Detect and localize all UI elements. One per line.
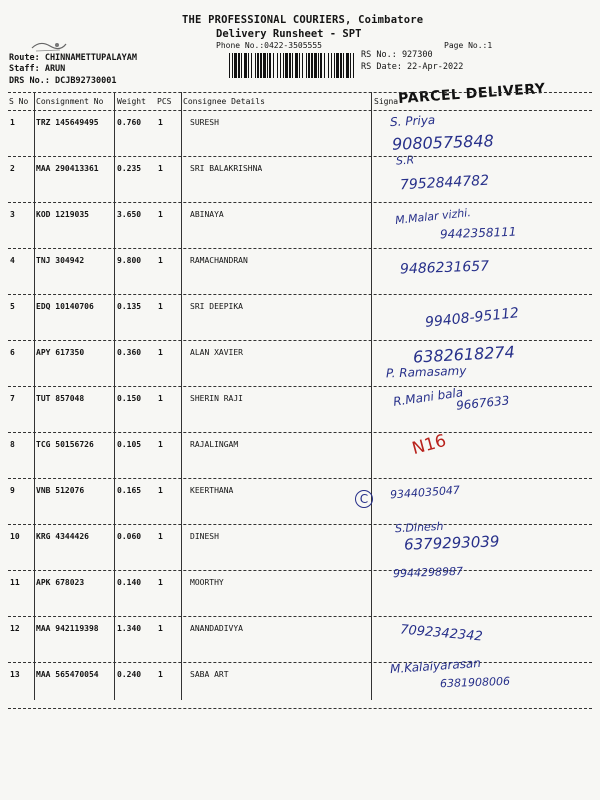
barcode-bar: [260, 53, 262, 78]
barcode-bar: [277, 53, 278, 78]
col-pcs: PCS: [157, 97, 172, 106]
row-consignee: SRI DEEPIKA: [190, 302, 243, 311]
row-pcs: 1: [158, 118, 163, 127]
barcode-bar: [311, 53, 313, 78]
table-row: [0, 110, 600, 168]
table-row: [0, 294, 600, 340]
row-weight: 0.760: [117, 118, 142, 127]
handwritten-signature: 7952844782: [399, 172, 490, 194]
barcode-bar: [283, 53, 284, 78]
row-consignee: SABA ART: [190, 670, 229, 679]
row-consignee: ALAN XAVIER: [190, 348, 243, 357]
handwritten-signature: 9442358111: [439, 224, 517, 242]
row-consignment-no: KOD 1219035: [36, 210, 89, 219]
row-weight: 0.235: [117, 164, 142, 173]
row-weight: 0.165: [117, 486, 142, 495]
row-sno: 5: [10, 302, 15, 311]
barcode-bar: [302, 53, 303, 78]
row-sno: 10: [10, 532, 20, 541]
handwritten-signature: M.Kalaiyarasan: [389, 655, 482, 677]
barcode-bar: [238, 53, 240, 78]
barcode-bar: [295, 53, 298, 78]
staff-label: Staff: ARUN: [9, 64, 66, 74]
barcode-bar: [292, 53, 293, 78]
barcode-bar: [269, 53, 271, 78]
barcode-bar: [232, 53, 233, 78]
barcode-bar: [343, 53, 344, 78]
table-row: [0, 432, 600, 478]
row-separator: [8, 708, 592, 709]
handwritten-signature: 6382618274: [412, 342, 516, 367]
barcode-bar: [241, 53, 242, 78]
table-row: [0, 655, 600, 708]
row-consignment-no: VNB 512076: [36, 486, 85, 495]
col-sno: S No: [9, 97, 29, 106]
row-pcs: 1: [158, 256, 163, 265]
parcel-delivery-stamp: PARCEL DELIVERY: [397, 80, 546, 108]
handwritten-signature: C: [355, 490, 373, 508]
barcode-bar: [346, 53, 349, 78]
row-consignment-no: TNJ 304942: [36, 256, 85, 265]
col-weight: Weight: [117, 97, 146, 106]
row-consignee: SRI BALAKRISHNA: [190, 164, 263, 173]
barcode-bar: [229, 53, 230, 78]
row-pcs: 1: [158, 440, 163, 449]
row-sno: 9: [10, 486, 15, 495]
phone-number: Phone No.:0422-3505555: [216, 41, 322, 50]
barcode-bar: [314, 53, 317, 78]
page-number: Page No.:1: [444, 41, 493, 50]
row-consignment-no: APY 617350: [36, 348, 85, 357]
table-top-line: [8, 92, 592, 93]
row-pcs: 1: [158, 670, 163, 679]
row-consignee: KEERTHANA: [190, 486, 234, 495]
barcode-bar: [336, 53, 339, 78]
table-row: [0, 340, 600, 386]
row-consignee: DINESH: [190, 532, 219, 541]
col-signature: Signa: [374, 97, 399, 106]
rs-date: RS Date: 22-Apr-2022: [361, 62, 464, 72]
table-row: [0, 616, 600, 662]
row-consignee: MOORTHY: [190, 578, 224, 587]
row-pcs: 1: [158, 624, 163, 633]
row-weight: 0.150: [117, 394, 142, 403]
barcode: [229, 53, 357, 78]
barcode-bar: [334, 53, 335, 78]
table-row: [0, 202, 600, 248]
row-consignee: RAMACHANDRAN: [190, 256, 248, 265]
row-weight: 3.650: [117, 210, 142, 219]
row-sno: 2: [10, 164, 15, 173]
row-consignment-no: EDQ 10140706: [36, 302, 94, 311]
row-sno: 8: [10, 440, 15, 449]
barcode-bar: [280, 53, 281, 78]
row-pcs: 1: [158, 210, 163, 219]
company-title: THE PROFESSIONAL COURIERS, Coimbatore: [182, 14, 424, 26]
barcode-bar: [320, 53, 322, 78]
row-pcs: 1: [158, 348, 163, 357]
row-weight: 0.060: [117, 532, 142, 541]
handwritten-signature: N16: [409, 430, 449, 460]
row-consignee: RAJALINGAM: [190, 440, 239, 449]
runsheet-subtitle: Delivery Runsheet - SPT: [216, 28, 362, 40]
route-label: Route: CHINNAMETTUPALAYAM: [9, 53, 137, 63]
row-consignment-no: APK 678023: [36, 578, 85, 587]
handwritten-signature: 6379293039: [403, 532, 500, 554]
barcode-bar: [306, 53, 307, 78]
rs-number: RS No.: 927300: [361, 50, 433, 60]
row-weight: 1.340: [117, 624, 142, 633]
drs-number: DRS No.: DCJB92730001: [9, 76, 117, 86]
barcode-bar: [324, 53, 325, 78]
barcode-bar: [267, 53, 268, 78]
row-pcs: 1: [158, 578, 163, 587]
row-consignment-no: TCG 50156726: [36, 440, 94, 449]
barcode-bar: [244, 53, 247, 78]
row-pcs: 1: [158, 486, 163, 495]
barcode-bar: [255, 53, 256, 78]
row-pcs: 1: [158, 394, 163, 403]
table-row: [0, 564, 600, 616]
row-consignee: ANANDADIVYA: [190, 624, 243, 633]
col-consignee: Consignee Details: [183, 97, 265, 106]
barcode-bar: [340, 53, 342, 78]
row-weight: 0.105: [117, 440, 142, 449]
row-consignee: SURESH: [190, 118, 219, 127]
handwritten-signature: 9944298987: [392, 564, 464, 581]
barcode-bar: [248, 53, 249, 78]
handwritten-signature: 9344035047: [389, 483, 461, 502]
handwritten-signature: 6381908006: [439, 674, 511, 691]
handwritten-signature: M.Malar vizhi.: [394, 206, 472, 227]
handwritten-signature: 99408-95112: [424, 305, 520, 331]
row-sno: 12: [10, 624, 20, 633]
handwritten-signature: 9080575848: [391, 131, 495, 154]
handwritten-signature: S.R: [395, 153, 415, 168]
handwritten-signature: P. Ramasamy: [385, 363, 467, 381]
row-sno: 3: [10, 210, 15, 219]
barcode-bar: [328, 53, 329, 78]
barcode-bar: [251, 53, 252, 78]
barcode-bar: [353, 53, 354, 78]
barcode-bar: [234, 53, 237, 78]
row-sno: 13: [10, 670, 20, 679]
handwritten-signature: 9486231657: [399, 258, 490, 278]
row-consignee: ABINAYA: [190, 210, 224, 219]
row-weight: 0.140: [117, 578, 142, 587]
table-row: [0, 478, 600, 524]
handwritten-signature: 7092342342: [399, 622, 484, 645]
handwritten-signature: S. Priya: [389, 112, 436, 130]
barcode-bar: [299, 53, 300, 78]
courier-logo: [30, 38, 68, 54]
row-pcs: 1: [158, 302, 163, 311]
row-sno: 4: [10, 256, 15, 265]
row-consignment-no: TUT 857048: [36, 394, 85, 403]
row-weight: 0.135: [117, 302, 142, 311]
row-sno: 6: [10, 348, 15, 357]
table-row: [0, 156, 600, 202]
row-weight: 0.360: [117, 348, 142, 357]
handwritten-signature: S.Dinesh: [394, 519, 444, 536]
row-consignment-no: MAA 942119398: [36, 624, 99, 633]
table-row: [0, 248, 600, 294]
row-consignment-no: KRG 4344426: [36, 532, 89, 541]
barcode-bar: [263, 53, 266, 78]
table-row: [0, 519, 600, 570]
barcode-bar: [289, 53, 291, 78]
col-consignment: Consignment No: [36, 97, 104, 106]
table-row: [0, 386, 600, 432]
row-sno: 7: [10, 394, 15, 403]
row-weight: 9.800: [117, 256, 142, 265]
row-pcs: 1: [158, 164, 163, 173]
barcode-bar: [331, 53, 332, 78]
barcode-bar: [318, 53, 319, 78]
row-consignment-no: TRZ 145649495: [36, 118, 99, 127]
barcode-bar: [285, 53, 288, 78]
row-consignment-no: MAA 565470054: [36, 670, 99, 679]
handwritten-signature: R.Mani bala: [392, 385, 464, 409]
handwritten-signature: 9667633: [455, 393, 511, 413]
barcode-bar: [273, 53, 274, 78]
row-sno: 11: [10, 578, 20, 587]
row-sno: 1: [10, 118, 15, 127]
barcode-bar: [257, 53, 259, 78]
row-weight: 0.240: [117, 670, 142, 679]
row-pcs: 1: [158, 532, 163, 541]
barcode-bar: [308, 53, 310, 78]
barcode-bar: [350, 53, 351, 78]
row-consignment-no: MAA 290413361: [36, 164, 99, 173]
row-consignee: SHERIN RAJI: [190, 394, 243, 403]
